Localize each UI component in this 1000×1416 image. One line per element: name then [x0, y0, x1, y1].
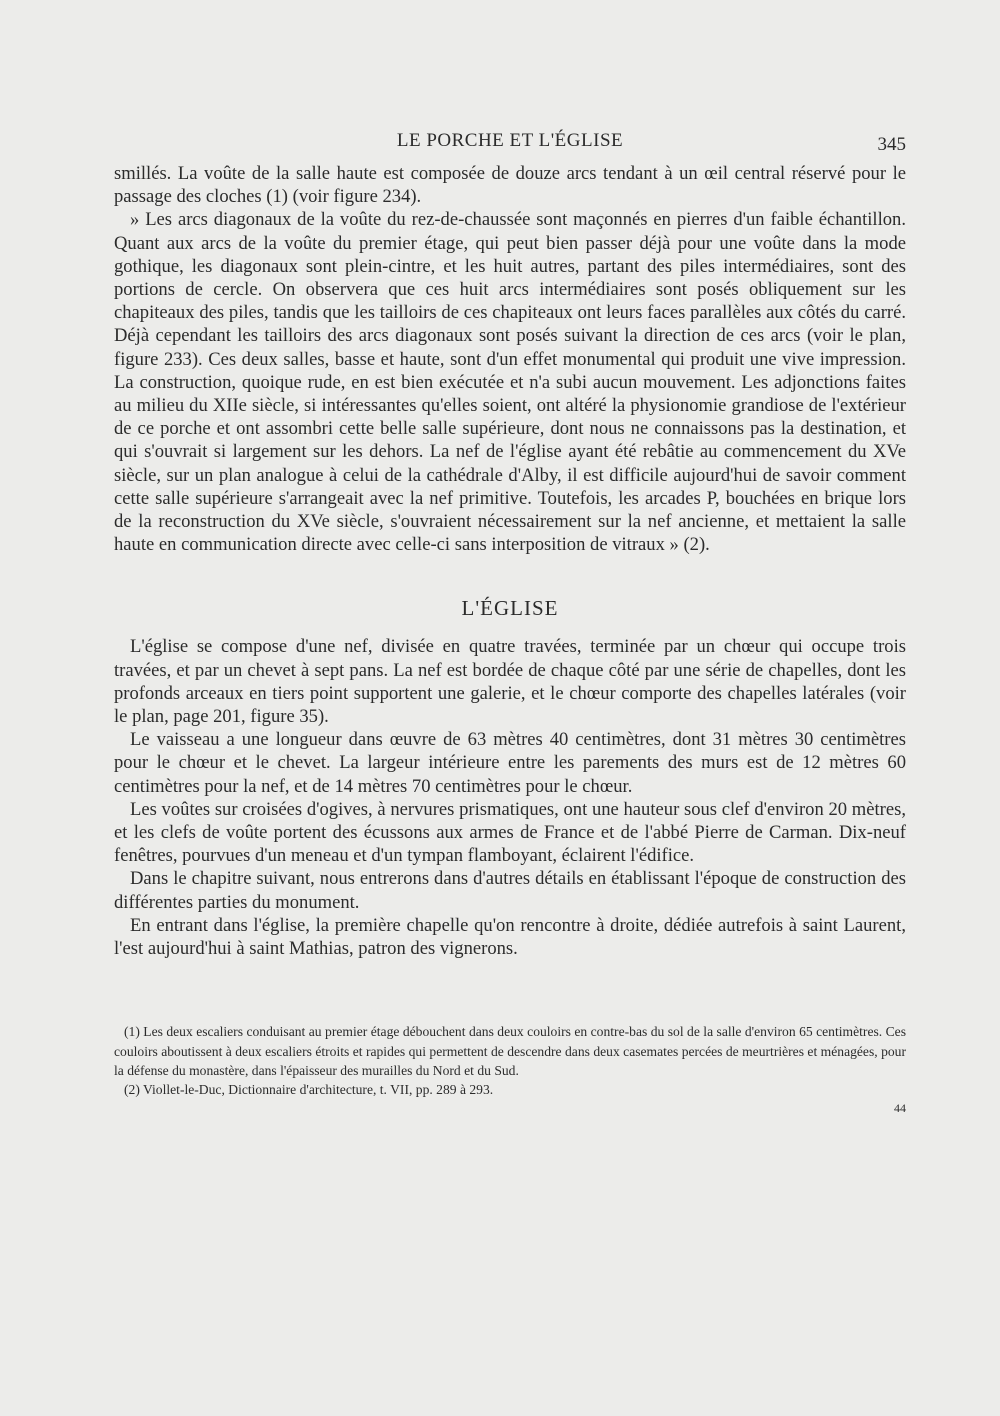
paragraph: smillés. La voûte de la salle haute est composée de douze arcs tendant à un œil central réservé pour le passage des cloches (1) (voir figure 234). — [114, 163, 906, 208]
signature-mark: 44 — [894, 1101, 906, 1116]
page — [114, 126, 906, 1116]
section-heading: L'ÉGLISE — [461, 596, 559, 621]
paragraph: » Les arcs diagonaux de la voûte du rez-de-chaussée sont maçonnés en pierres d'un faible échantillon. Quant aux arcs de la voûte du premier étage, qui peut bien passer déjà pour une voûte dans la mode gothique, les diagonaux sont plein-cintre, et les huit autres, partant des piles intermédiaires, sont des portions de cercle. On observera que ces huit arcs intermédiaires sont posés obliquement sur les chapiteaux des piles, tandis que les tailloirs de ces chapiteaux ont leurs faces parallèles aux côtés du carré. Déjà cependant les tailloirs des arcs diagonaux sont posés suivant la direction de ces arcs (voir le plan, figure 233). Ces deux salles, basse et haute, sont d'un effet monumental qui produit une vive impression. La construction, quoique rude, en est bien exécutée et n'a subi aucun mouvement. Les adjonctions faites au milieu du XIIe siècle, si intéressantes qu'elles soient, ont altéré la physionomie grandiose de l'extérieur de ce porche et ont assombri cette belle salle supérieure, dont nous ne connaissons pas la destination, et qui s'ouvrait si largement sur les dehors. La nef de l'église ayant été rebâtie au commencement du XVe siècle, sur un plan analogue à celui de la cathédrale d'Alby, il est difficile aujourd'hui de savoir comment cette salle supérieure s'arrangeait avec la nef primitive. Toutefois, les arcades P, bouchées en brique lors de la reconstruction du XVe siècle, s'ouvraient nécessairement sur la nef ancienne, et mettaient la salle haute en communication directe avec celle-ci sans interposition de vitraux » (2). — [114, 209, 906, 556]
footnote: (2) Viollet-le-Duc, Dictionnaire d'architecture, t. VII, pp. 289 à 293. — [124, 1081, 494, 1097]
footnote: (1) Les deux escaliers conduisant au premier étage débouchent dans deux couloirs en contre-bas du sol de la salle d'environ 65 centimètres. Ces couloirs aboutissent à deux escaliers étroits et rapides qui permettent de descendre dans deux casemates percées de meurtrières et ménagées, pour la défense du monastère, dans l'épaisseur des murailles du Nord et du Sud. — [114, 1024, 906, 1078]
paragraph: Le vaisseau a une longueur dans œuvre de 63 mètres 40 centimètres, dont 31 mètres 30 centimètres pour le chœur et le chevet. La largeur intérieure entre les parements des murs est de 12 mètres 60 centimètres pour la nef, et de 14 mètres 70 centimètres pour le chœur. — [114, 729, 906, 797]
porche-section — [114, 162, 906, 556]
footnotes — [114, 1022, 906, 1099]
eglise-section — [114, 635, 906, 960]
running-header — [114, 126, 906, 162]
paragraph: Les voûtes sur croisées d'ogives, à nervures prismatiques, ont une hauteur sous clef d'environ 20 mètres, et les clefs de voûte portent des écussons aux armes de France et de l'abbé Pierre de Carman. Dix-neuf fenêtres, pourvues d'un meneau et d'un tympan flamboyant, éclairent l'édifice. — [114, 798, 906, 867]
paragraph: Dans le chapitre suivant, nous entrerons dans d'autres détails en établissant l'époque de construction des différentes parties du monument. — [114, 868, 906, 913]
paragraph: L'église se compose d'une nef, divisée en quatre travées, terminée par un chœur qui occupe trois travées, et par un chevet à sept pans. La nef est bordée de chaque côté par une série de chapelles, dont les profonds arceaux en tiers point supportent une galerie, et le chœur comporte des chapelles latérales (voir le plan, page 201, figure 35). — [114, 636, 906, 728]
page-number: 345 — [877, 134, 906, 155]
running-title: LE PORCHE ET L'ÉGLISE — [396, 130, 624, 151]
paragraph: En entrant dans l'église, la première chapelle qu'on rencontre à droite, dédiée autrefois à saint Laurent, l'est aujourd'hui à saint Mathias, patron des vignerons. — [114, 914, 906, 960]
